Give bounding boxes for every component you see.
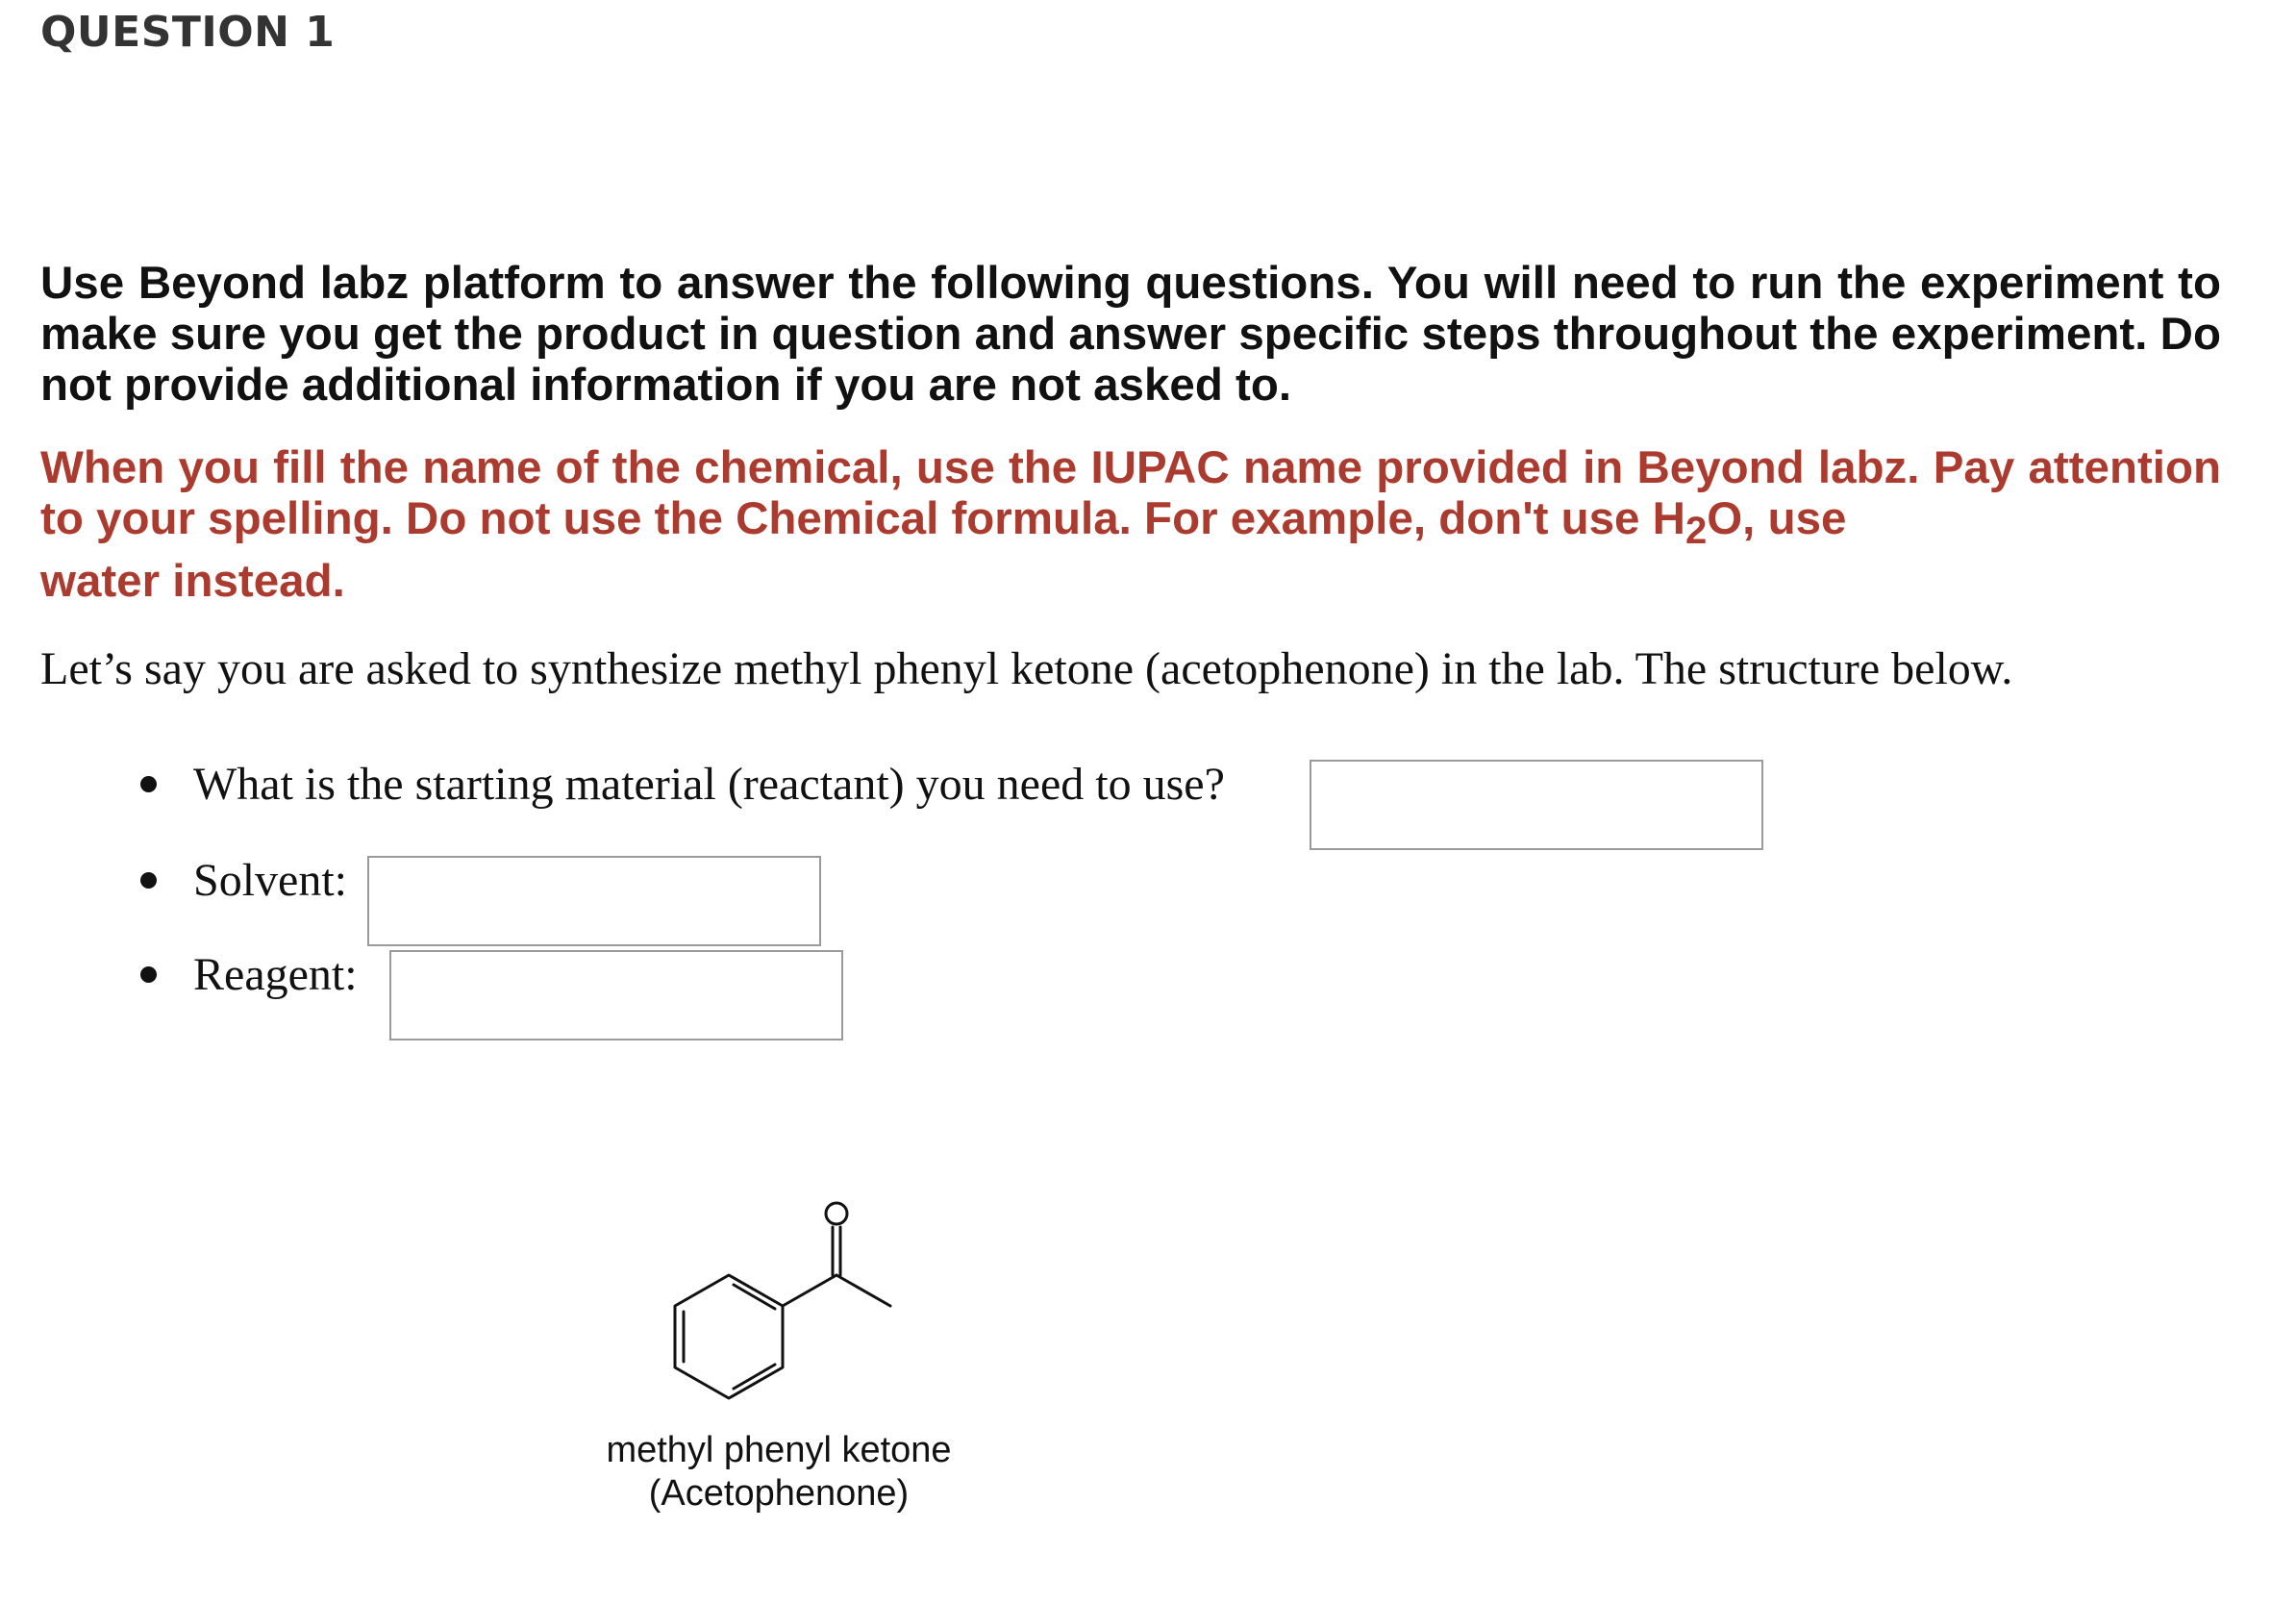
solvent-label: Solvent: (193, 855, 348, 906)
reagent-input[interactable] (389, 950, 843, 1040)
warning-subscript: 2 (1685, 510, 1708, 552)
intro-text: Let’s say you are asked to synthesize methyl phenyl ketone (acetophenone) in the lab. The structure below. (40, 643, 2013, 694)
solvent-input[interactable] (367, 856, 821, 946)
iupac-warning (40, 442, 2221, 607)
question-item-starting-material (140, 758, 1225, 811)
bullet-icon (140, 966, 157, 983)
benzene-ring-outline (675, 1275, 783, 1398)
oxygen-atom-label: O (836, 1225, 837, 1226)
oxygen-atom-icon (826, 1203, 847, 1224)
caption-line-1: methyl phenyl ketone (606, 1430, 952, 1470)
question-item-solvent (140, 854, 347, 907)
starting-material-input[interactable] (1310, 760, 1763, 850)
caption-line-2: (Acetophenone) (648, 1473, 910, 1514)
question-title: QUESTION 1 (40, 8, 336, 57)
bullet-icon (140, 872, 157, 889)
bullet-icon (140, 776, 157, 792)
acetophenone-structure (654, 1185, 933, 1416)
instructions-text: Use Beyond labz platform to answer the following questions. You will need to run the experiment to make sure you get the product in question and answer specific steps throughout the experiment. Do not provide additional information if you are not asked to. (40, 258, 2221, 411)
starting-material-label: What is the starting material (reactant) you need to use? (193, 759, 1225, 810)
warning-text-part2: O, use (1707, 493, 1847, 544)
question-item-reagent (140, 948, 358, 1001)
structure-caption (538, 1429, 1019, 1516)
warning-text-part1: When you fill the name of the chemical, use the IUPAC name provided in Beyond labz. Pay attention to your spelling. Do not use the Chemical formula. For example, don't use H (40, 442, 2221, 544)
warning-text-part3: water instead. (40, 556, 345, 607)
reagent-label: Reagent: (193, 949, 358, 1000)
methyl-bond (836, 1275, 890, 1306)
ring-to-carbonyl-bond (783, 1275, 836, 1306)
